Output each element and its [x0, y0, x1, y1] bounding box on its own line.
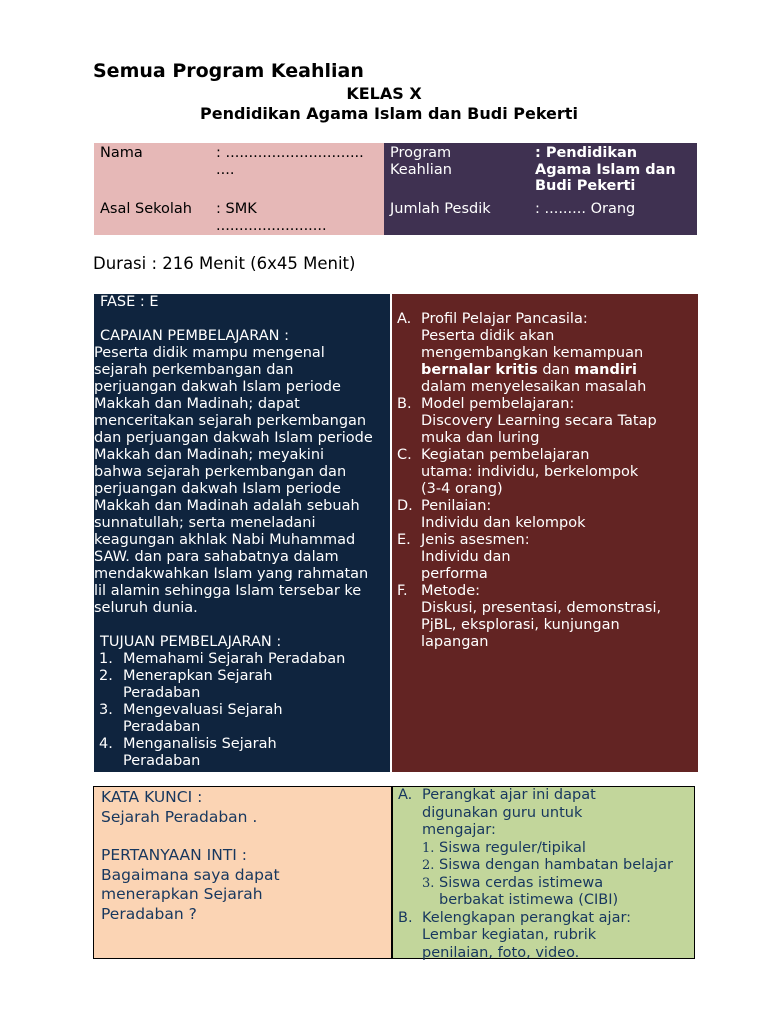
perangkat-sub-item	[393, 840, 694, 858]
asal-value-line: ........................	[216, 217, 327, 234]
program-keahlian-label	[390, 145, 452, 178]
profil-item-b	[392, 396, 698, 447]
profil-item-e	[392, 532, 698, 583]
profil-title: Profil Pelajar Pancasila:	[421, 311, 588, 327]
profil-text: utama: individu, berkelompok	[421, 464, 639, 480]
tujuan-list	[94, 651, 390, 770]
perangkat-sub-item	[393, 875, 694, 910]
profil-text: performa	[421, 566, 488, 582]
capaian-text	[94, 345, 390, 617]
perangkat-item-b	[393, 910, 694, 963]
perangkat-text: penilaian, foto, video.	[422, 944, 580, 961]
sub-text: Siswa dengan hambatan belajar	[439, 857, 673, 873]
capaian-line: seluruh dunia.	[94, 600, 198, 616]
sub-marker: 3.	[422, 875, 435, 891]
perangkat-text: Lembar kegiatan, rubrik	[422, 927, 597, 943]
nama-label: Nama	[100, 145, 143, 161]
profil-text: Individu dan kelompok	[421, 515, 586, 531]
capaian-line: dan perjuangan dakwah Islam periode	[94, 430, 373, 446]
tujuan-text: Peradaban	[123, 753, 201, 769]
profil-text	[421, 362, 698, 379]
nama-value-line: : ..............................	[216, 145, 364, 161]
perangkat-text: mengajar:	[422, 822, 496, 838]
pertanyaan-inti-line: Bagaimana saya dapat	[101, 865, 280, 884]
program-keahlian-value	[535, 145, 676, 195]
capaian-line: Makkah dan Madinah; dapat	[94, 396, 300, 412]
tujuan-item	[94, 702, 390, 736]
profil-panel	[392, 294, 698, 772]
profil-text: Diskusi, presentasi, demonstrasi,	[421, 600, 662, 616]
profil-item-c	[392, 447, 698, 498]
jumlah-pesdik-label: Jumlah Pesdik	[390, 201, 491, 217]
kata-kunci-value: Sejarah Peradaban .	[101, 807, 258, 826]
profil-text: mengembangkan kemampuan	[421, 345, 644, 361]
tujuan-text: Mengevaluasi Sejarah	[123, 702, 283, 718]
identity-right-panel	[384, 143, 697, 235]
tujuan-item	[94, 668, 390, 702]
bernalar-kritis-text: bernalar kritis	[421, 362, 538, 378]
identity-table	[94, 143, 697, 235]
capaian-line: keagungan akhlak Nabi Muhammad	[94, 532, 356, 548]
tujuan-marker: 4.	[99, 736, 113, 752]
kata-kunci-heading: KATA KUNCI :	[101, 788, 203, 806]
program-label-line: Program	[390, 145, 452, 161]
profil-title: Model pembelajaran:	[421, 396, 575, 412]
kata-kunci-panel	[93, 786, 392, 959]
profil-text: (3-4 orang)	[421, 481, 503, 497]
profil-text: dan	[537, 362, 575, 378]
sub-marker: 2.	[422, 858, 435, 873]
perangkat-marker: A.	[398, 787, 413, 803]
tujuan-text: Peradaban	[123, 685, 201, 701]
profil-marker: F.	[397, 583, 408, 599]
tujuan-marker: 2.	[99, 668, 113, 684]
perangkat-sub-item	[393, 857, 694, 875]
capaian-line: perjuangan dakwah Islam periode	[94, 481, 341, 497]
pertanyaan-inti-line: Peradaban ?	[101, 904, 197, 923]
profil-text: dalam menyelesaikan masalah	[421, 379, 647, 395]
profil-item-f	[392, 583, 698, 651]
profil-marker: B.	[397, 396, 412, 412]
capaian-line: sunnatullah; serta meneladani	[94, 515, 316, 531]
profil-title: Metode:	[421, 583, 480, 599]
capaian-line: Makkah dan Madinah adalah sebuah	[94, 498, 360, 514]
tujuan-item	[94, 736, 390, 770]
perangkat-item-a	[393, 787, 694, 840]
tujuan-marker: 1.	[99, 651, 113, 667]
profil-title: Kegiatan pembelajaran	[421, 447, 590, 463]
perangkat-marker: B.	[398, 909, 413, 926]
durasi-text: Durasi : 216 Menit (6x45 Menit)	[93, 254, 356, 273]
capaian-line: perjuangan dakwah Islam periode	[94, 379, 341, 395]
profil-marker: D.	[397, 498, 413, 514]
profil-title: Jenis asesmen:	[421, 532, 530, 548]
tujuan-text: Peradaban	[123, 719, 201, 735]
program-value-line: : Pendidikan	[535, 145, 638, 161]
capaian-line: sejarah perkembangan dan	[94, 362, 294, 378]
nama-value-line: ....	[216, 161, 235, 178]
capaian-panel	[94, 294, 390, 772]
asal-sekolah-label: Asal Sekolah	[100, 201, 192, 217]
identity-left-panel	[94, 143, 384, 235]
capaian-line: mendakwahkan Islam yang rahmatan	[94, 566, 369, 582]
asal-sekolah-value	[216, 201, 327, 234]
profil-marker: E.	[397, 532, 411, 548]
nama-value	[216, 145, 364, 178]
tujuan-marker: 3.	[99, 702, 113, 718]
sub-text: berbakat istimewa (CIBI)	[439, 892, 619, 908]
perangkat-text: digunakan guru untuk	[422, 804, 583, 821]
fase-label: FASE : E	[100, 294, 159, 310]
capaian-line: SAW. dan para sahabatnya dalam	[94, 549, 339, 565]
capaian-line: Makkah dan Madinah; meyakini	[94, 447, 325, 463]
tujuan-text: Menganalisis Sejarah	[123, 736, 277, 752]
pertanyaan-inti-line: menerapkan Sejarah	[101, 885, 263, 903]
tujuan-text: Menerapkan Sejarah	[123, 668, 273, 684]
profil-text: Discovery Learning secara Tatap	[421, 413, 657, 429]
tujuan-item	[94, 651, 390, 668]
jumlah-pesdik-value: : ......... Orang	[535, 201, 636, 217]
asal-value-line: : SMK	[216, 201, 257, 217]
kelas-title: KELAS X	[346, 84, 422, 103]
sub-text: Siswa reguler/tipikal	[439, 839, 586, 856]
profil-text: lapangan	[421, 634, 489, 650]
capaian-line: bahwa sejarah perkembangan dan	[94, 464, 347, 480]
profil-text: muka dan luring	[421, 430, 540, 446]
pertanyaan-inti-heading: PERTANYAAN INTI :	[101, 846, 248, 864]
subject-title: Pendidikan Agama Islam dan Budi Pekerti	[200, 104, 578, 123]
profil-text: Peserta didik akan	[421, 328, 555, 344]
profil-title: Penilaian:	[421, 498, 492, 514]
profil-marker: C.	[397, 447, 412, 463]
perangkat-text: Perangkat ajar ini dapat	[422, 787, 596, 803]
tujuan-text: Memahami Sejarah Peradaban	[123, 651, 346, 667]
sub-marker: 1.	[422, 840, 435, 856]
profil-item-d	[392, 498, 698, 532]
program-value-line: Agama Islam dan	[535, 161, 676, 178]
sub-text: Siswa cerdas istimewa	[439, 874, 604, 891]
capaian-line: lil alamin sehingga Islam tersebar ke	[94, 583, 362, 599]
profil-text: PjBL, eksplorasi, kunjungan	[421, 617, 620, 633]
profil-text: Individu dan	[421, 549, 511, 565]
profil-item-a	[392, 311, 698, 396]
capaian-line: Peserta didik mampu mengenal	[94, 345, 325, 361]
profil-marker: A.	[397, 311, 412, 327]
program-heading: Semua Program Keahlian	[93, 60, 364, 82]
capaian-heading: CAPAIAN PEMBELAJARAN :	[100, 328, 289, 344]
capaian-line: menceritakan sejarah perkembangan	[94, 413, 367, 429]
perangkat-text: Kelengkapan perangkat ajar:	[422, 909, 632, 926]
program-value-line: Budi Pekerti	[535, 178, 636, 194]
perangkat-ajar-panel	[392, 786, 695, 959]
program-label-line: Keahlian	[390, 161, 452, 178]
tujuan-heading: TUJUAN PEMBELAJARAN :	[100, 634, 282, 650]
mandiri-text: mandiri	[574, 362, 637, 378]
